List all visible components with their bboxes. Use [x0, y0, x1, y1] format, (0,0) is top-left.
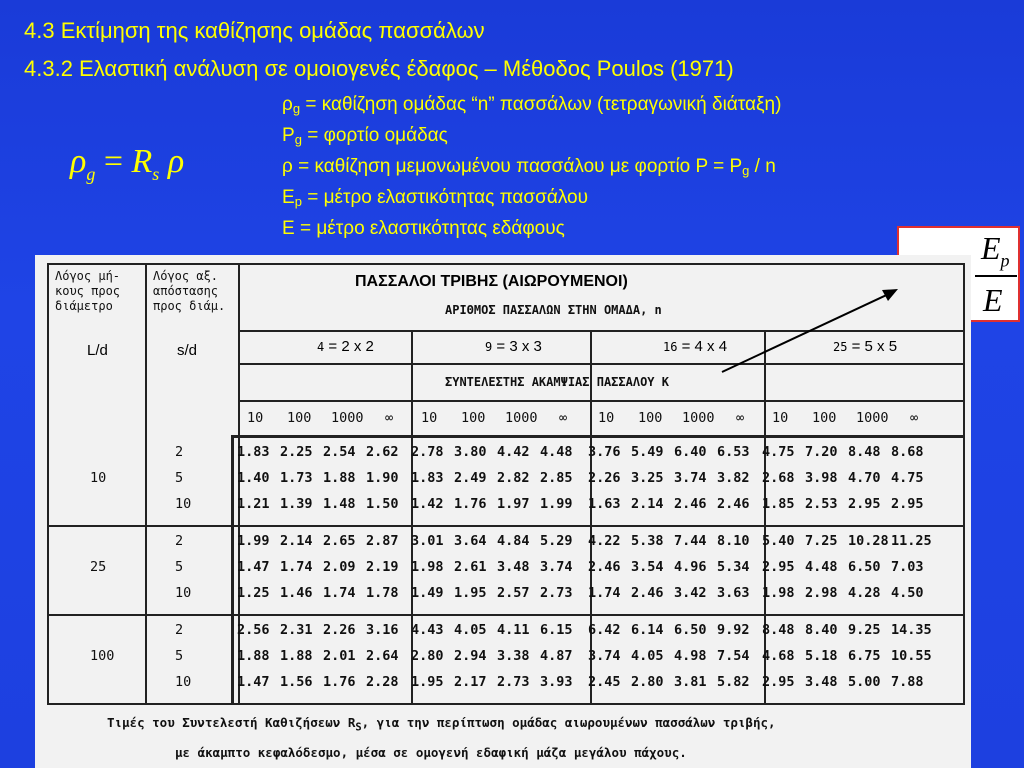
col1-label: L/d: [87, 342, 108, 359]
rs-value-cell: 2.95: [848, 496, 881, 512]
k-value: 100: [638, 410, 663, 426]
rs-value-cell: 1.76: [454, 496, 487, 512]
rs-value-cell: 2.85: [540, 470, 573, 486]
rs-value-cell: 1.78: [366, 585, 399, 601]
rs-value-cell: 2.17: [454, 674, 487, 690]
rs-value-cell: 1.99: [237, 533, 270, 549]
group-label-16: 16 = 4 x 4: [663, 338, 728, 355]
sd-value: 2: [175, 444, 184, 460]
section-title: 4.3 Εκτίμηση της καθίζησης ομάδας πασσάλων: [24, 18, 485, 43]
rs-value-cell: 2.31: [280, 622, 313, 638]
ld-value: 100: [90, 648, 115, 664]
rs-value-cell: 7.03: [891, 559, 924, 575]
rs-value-cell: 3.74: [588, 648, 621, 664]
subsection-title: 4.3.2 Ελαστική ανάλυση σε ομοιογενές έδαφος – Μέθοδος Poulos (1971): [24, 56, 734, 81]
rs-value-cell: 6.50: [848, 559, 881, 575]
rs-value-cell: 7.54: [717, 648, 750, 664]
col2-header: Λόγος αξ. απόστασης προς διάμ.: [153, 269, 226, 313]
k-value: 1000: [331, 410, 364, 426]
rs-value-cell: 2.87: [366, 533, 399, 549]
rs-value-cell: 1.39: [280, 496, 313, 512]
rs-value-cell: 2.28: [366, 674, 399, 690]
rs-value-cell: 1.83: [411, 470, 444, 486]
rs-value-cell: 1.42: [411, 496, 444, 512]
rs-value-cell: 2.45: [588, 674, 621, 690]
k-value: 10: [247, 410, 264, 426]
rs-value-cell: 1.74: [323, 585, 356, 601]
k-value: 1000: [856, 410, 889, 426]
rs-value-cell: 3.42: [674, 585, 707, 601]
rs-value-cell: 5.49: [631, 444, 664, 460]
rs-value-cell: 1.49: [411, 585, 444, 601]
rs-value-cell: 1.74: [588, 585, 621, 601]
rs-value-cell: 1.48: [323, 496, 356, 512]
k-value: 10: [598, 410, 615, 426]
rs-value-cell: 1.50: [366, 496, 399, 512]
rs-value-cell: 5.38: [631, 533, 664, 549]
rs-value-cell: 6.50: [674, 622, 707, 638]
rs-value-cell: 2.56: [237, 622, 270, 638]
rs-value-cell: 6.15: [540, 622, 573, 638]
rs-value-cell: 2.80: [411, 648, 444, 664]
rs-value-cell: 3.48: [805, 674, 838, 690]
rs-value-cell: 1.73: [280, 470, 313, 486]
rs-value-cell: 4.50: [891, 585, 924, 601]
rs-value-cell: 2.95: [762, 559, 795, 575]
rs-value-cell: 5.18: [805, 648, 838, 664]
rs-value-cell: 5.82: [717, 674, 750, 690]
rs-value-cell: 2.57: [497, 585, 530, 601]
rs-value-cell: 2.98: [805, 585, 838, 601]
rs-value-cell: 5.40: [762, 533, 795, 549]
rs-value-cell: 1.21: [237, 496, 270, 512]
k-value: 1000: [682, 410, 715, 426]
rs-value-cell: 1.56: [280, 674, 313, 690]
settlement-formula: $\rho_g = R_s$ ρ: [70, 143, 185, 184]
rs-value-cell: 1.88: [237, 648, 270, 664]
rs-value-cell: 1.74: [280, 559, 313, 575]
rs-value-cell: 4.87: [540, 648, 573, 664]
sd-value: 10: [175, 674, 192, 690]
rs-value-cell: 1.99: [540, 496, 573, 512]
k-value: 1000: [505, 410, 538, 426]
rs-value-cell: 2.14: [280, 533, 313, 549]
rs-value-cell: 1.90: [366, 470, 399, 486]
rs-value-cell: 3.98: [805, 470, 838, 486]
sd-value: 5: [175, 648, 184, 664]
ld-value: 25: [90, 559, 107, 575]
rs-value-cell: 2.09: [323, 559, 356, 575]
rs-value-cell: 5.29: [540, 533, 573, 549]
rs-value-cell: 4.68: [762, 648, 795, 664]
group-header: ΑΡΙΘΜΟΣ ΠΑΣΣΑΛΩΝ ΣΤΗΝ ΟΜΑΔΑ, n: [445, 303, 662, 317]
k-value: ∞: [736, 410, 745, 426]
rs-value-cell: 2.46: [631, 585, 664, 601]
rs-value-cell: 6.53: [717, 444, 750, 460]
rs-value-cell: 3.74: [674, 470, 707, 486]
rs-value-cell: 5.34: [717, 559, 750, 575]
rs-value-cell: 2.19: [366, 559, 399, 575]
k-value: ∞: [559, 410, 568, 426]
rs-value-cell: 1.97: [497, 496, 530, 512]
rs-value-cell: 1.88: [323, 470, 356, 486]
rs-value-cell: 2.01: [323, 648, 356, 664]
rs-value-cell: 2.73: [497, 674, 530, 690]
rs-value-cell: 4.28: [848, 585, 881, 601]
k-header: ΣΥΝΤΕΛΕΣΤΗΣ ΑΚΑΜΨΙΑΣ ΠΑΣΣΑΛΟΥ K: [445, 375, 669, 389]
rs-value-cell: 3.93: [540, 674, 573, 690]
rs-value-cell: 9.92: [717, 622, 750, 638]
k-value: 100: [287, 410, 312, 426]
rs-value-cell: 10.55: [891, 648, 932, 664]
rs-value-cell: 3.76: [588, 444, 621, 460]
stiffness-formula-box: $E_p$ E: [897, 226, 1020, 322]
col2-label: s/d: [177, 342, 198, 359]
rs-value-cell: 4.43: [411, 622, 444, 638]
rs-value-cell: 1.88: [280, 648, 313, 664]
rs-value-cell: 3.81: [674, 674, 707, 690]
rs-value-cell: 3.01: [411, 533, 444, 549]
rs-value-cell: 2.26: [588, 470, 621, 486]
caption-line-2: με άκαμπτο κεφαλόδεσμο, μέσα σε ομογενή εδαφική μάζα μεγάλου πάχους.: [175, 745, 687, 760]
rs-value-cell: 6.14: [631, 622, 664, 638]
group-label-4: 4 = 2 x 2: [317, 338, 374, 355]
rs-value-cell: 6.42: [588, 622, 621, 638]
rs-value-cell: 1.46: [280, 585, 313, 601]
rs-value-cell: 1.63: [588, 496, 621, 512]
rs-value-cell: 2.82: [497, 470, 530, 486]
rs-value-cell: 9.25: [848, 622, 881, 638]
rs-value-cell: 1.95: [454, 585, 487, 601]
rs-value-cell: 2.73: [540, 585, 573, 601]
sd-value: 10: [175, 496, 192, 512]
rs-value-cell: 1.83: [237, 444, 270, 460]
rs-value-cell: 2.80: [631, 674, 664, 690]
rs-value-cell: 3.25: [631, 470, 664, 486]
rs-value-cell: 3.82: [717, 470, 750, 486]
rs-value-cell: 3.16: [366, 622, 399, 638]
rs-value-cell: 4.48: [805, 559, 838, 575]
rs-value-cell: 1.98: [411, 559, 444, 575]
rs-value-cell: 2.94: [454, 648, 487, 664]
rs-value-cell: 3.64: [454, 533, 487, 549]
k-value: ∞: [385, 410, 394, 426]
rs-value-cell: 3.80: [454, 444, 487, 460]
k-value: 100: [812, 410, 837, 426]
group-label-9: 9 = 3 x 3: [485, 338, 542, 355]
rs-value-cell: 8.10: [717, 533, 750, 549]
rs-value-cell: 3.54: [631, 559, 664, 575]
rs-value-cell: 4.75: [891, 470, 924, 486]
rs-value-cell: 1.47: [237, 674, 270, 690]
rs-value-cell: 8.48: [762, 622, 795, 638]
rs-value-cell: 2.49: [454, 470, 487, 486]
caption-line-1: Τιμές του Συντελεστή Καθιζήσεων $R_S$, για την περίπτωση ομάδας αιωρουμένων πασσάλων τριβής,: [107, 715, 776, 734]
rs-value-cell: 2.54: [323, 444, 356, 460]
rs-value-cell: 1.76: [323, 674, 356, 690]
rs-value-cell: 3.48: [497, 559, 530, 575]
col1-header: Λόγος μή- κους προς διάμετρο: [55, 269, 121, 313]
rs-value-cell: 1.40: [237, 470, 270, 486]
rs-value-cell: 7.44: [674, 533, 707, 549]
k-value: 10: [772, 410, 789, 426]
rs-value-cell: 4.42: [497, 444, 530, 460]
rs-value-cell: 1.95: [411, 674, 444, 690]
rs-value-cell: 7.20: [805, 444, 838, 460]
rs-value-cell: 4.75: [762, 444, 795, 460]
rs-value-cell: 7.25: [805, 533, 838, 549]
sd-value: 2: [175, 533, 184, 549]
rs-value-cell: 7.88: [891, 674, 924, 690]
definition-p-g: $P_g = \varphi o\rho\tau ίo$ ομάδας: [282, 125, 448, 147]
rs-value-cell: 4.48: [540, 444, 573, 460]
rs-value-cell: 2.61: [454, 559, 487, 575]
rs-value-cell: 2.46: [588, 559, 621, 575]
rs-value-cell: 4.11: [497, 622, 530, 638]
ld-value: 10: [90, 470, 107, 486]
rs-value-cell: 10.28: [848, 533, 889, 549]
rs-value-cell: 1.85: [762, 496, 795, 512]
rs-value-cell: 5.00: [848, 674, 881, 690]
rs-value-cell: 8.48: [848, 444, 881, 460]
rs-value-cell: 6.40: [674, 444, 707, 460]
rs-value-cell: 2.65: [323, 533, 356, 549]
rs-value-cell: 4.70: [848, 470, 881, 486]
rs-value-cell: 2.46: [674, 496, 707, 512]
rs-value-cell: 8.40: [805, 622, 838, 638]
rs-value-cell: 3.63: [717, 585, 750, 601]
sd-value: 10: [175, 585, 192, 601]
k-value: 10: [421, 410, 438, 426]
definition-rho: ρ = καθίζηση μεμονωμένου πασσάλου με φορτίο $P = P_g / n$: [282, 156, 776, 178]
rs-value-cell: 6.75: [848, 648, 881, 664]
rs-value-cell: 2.64: [366, 648, 399, 664]
rs-value-cell: 2.78: [411, 444, 444, 460]
rs-value-cell: 11.25: [891, 533, 932, 549]
rs-value-cell: 2.95: [762, 674, 795, 690]
group-label-25: 25 = 5 x 5: [833, 338, 898, 355]
rs-value-cell: 2.62: [366, 444, 399, 460]
rs-value-cell: 14.35: [891, 622, 932, 638]
rs-value-cell: 3.38: [497, 648, 530, 664]
rs-value-cell: 4.05: [454, 622, 487, 638]
rs-value-cell: 1.47: [237, 559, 270, 575]
sd-value: 5: [175, 470, 184, 486]
rs-value-cell: 1.98: [762, 585, 795, 601]
rs-value-cell: 4.96: [674, 559, 707, 575]
rs-value-cell: 4.22: [588, 533, 621, 549]
rs-value-cell: 2.14: [631, 496, 664, 512]
rs-value-cell: 8.68: [891, 444, 924, 460]
rs-value-cell: 4.05: [631, 648, 664, 664]
k-value: 100: [461, 410, 486, 426]
rs-value-cell: 2.53: [805, 496, 838, 512]
rs-value-cell: 2.25: [280, 444, 313, 460]
table-title: ΠΑΣΣΑΛΟΙ ΤΡΙΒΗΣ (ΑΙΩΡΟΥΜΕΝΟΙ): [355, 273, 628, 290]
rs-value-cell: 2.46: [717, 496, 750, 512]
rs-value-cell: 4.98: [674, 648, 707, 664]
rs-value-cell: 1.25: [237, 585, 270, 601]
rs-value-cell: 3.74: [540, 559, 573, 575]
rs-value-cell: 2.95: [891, 496, 924, 512]
sd-value: 5: [175, 559, 184, 575]
k-value: ∞: [910, 410, 919, 426]
rs-value-cell: 2.68: [762, 470, 795, 486]
definition-rho-g: $\rho_g = \kappa\alpha\theta ί\zeta\eta\sigma\eta$ ομάδας “n” πασσάλων (τετραγωνική διάταξη): [282, 94, 782, 116]
rs-value-cell: 2.26: [323, 622, 356, 638]
sd-value: 2: [175, 622, 184, 638]
definition-e-p: $E_p = \mu έ\tau\rho o$ ελαστικότητας πασσάλου: [282, 187, 588, 209]
definition-e: E = μέτρο ελαστικότητας εδάφους: [282, 218, 565, 239]
rs-value-cell: 4.84: [497, 533, 530, 549]
